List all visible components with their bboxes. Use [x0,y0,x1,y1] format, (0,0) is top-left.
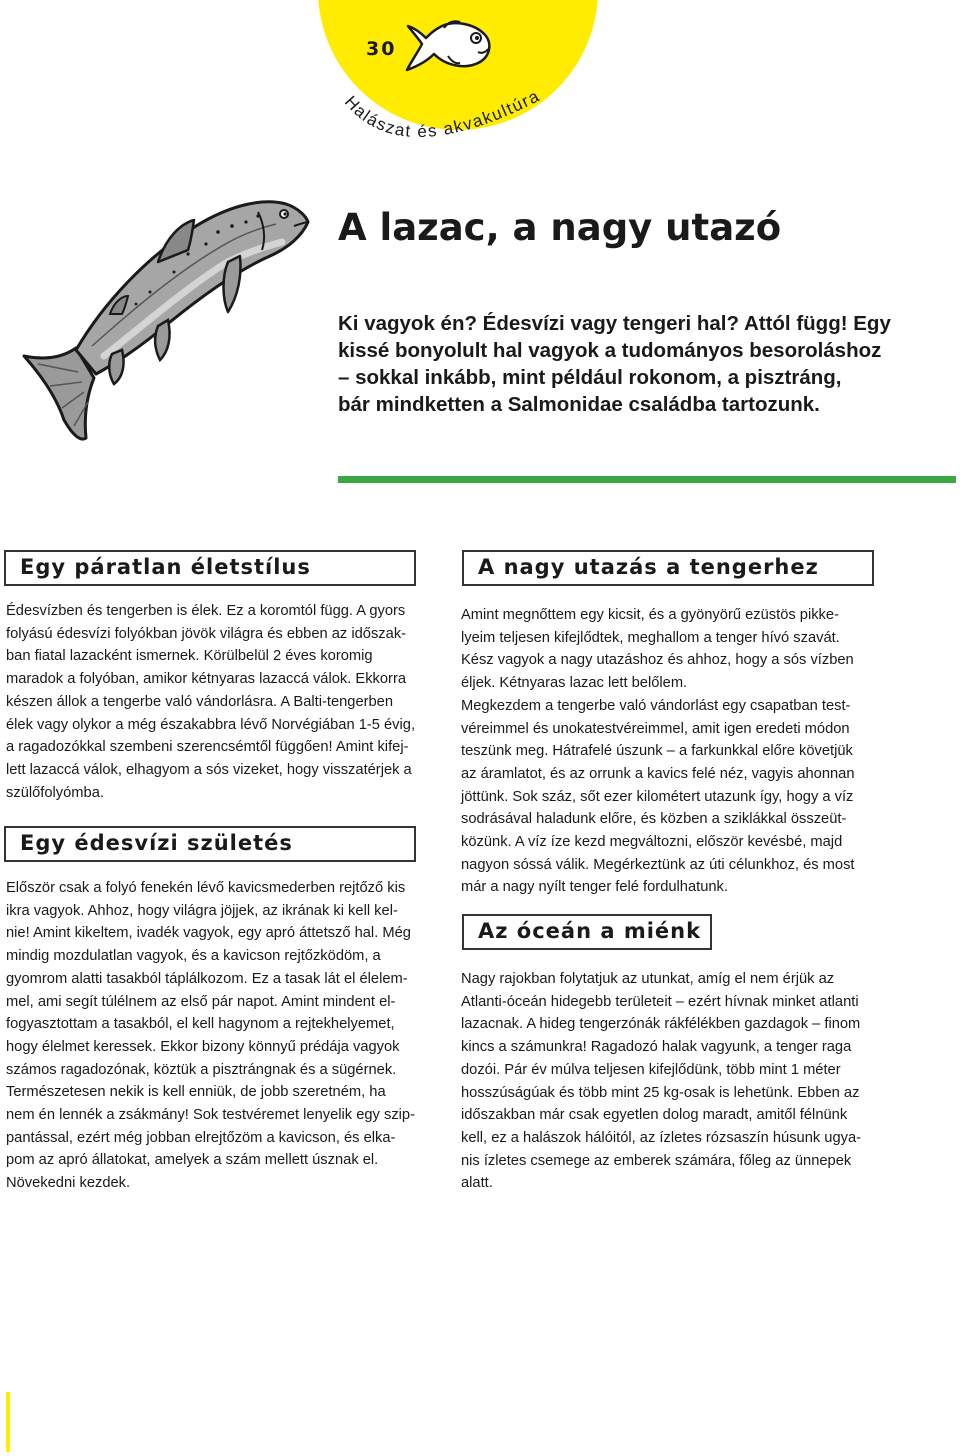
ocean-text [461,968,885,1195]
text-line: közünk. A víz íze kezd megváltozni, először kevésbé, majd [461,834,843,851]
text-line: készen állok a tengerbe való vándorlásra. A Balti-tengerben [6,693,394,710]
text-line: Növekedni kezdek. [6,1175,131,1192]
text-line: fogyasztottam a tasakból, el kell hagynom a rejtekhelyemet, [6,1016,395,1033]
text-line: hosszúságúak és több mint 25 kg-osak is lehetünk. Ebben az [461,1084,860,1101]
intro-line: bár mindketten a Salmonidae családba tartozunk. [338,393,820,416]
text-line: gyomrom alatti tasakból táplálkozom. Ez a tasak lát el élelem- [6,970,408,987]
text-line: teszünk meg. Hátrafelé úszunk – a farkunkkal előre követjük [461,743,853,760]
text-line: Először csak a folyó fenekén lévő kavicsmederben rejtőző kis [6,880,406,896]
salmon-illustration [18,152,328,452]
text-line: Természetesen nekik is kell enniük, de jobb szeretném, ha [6,1084,386,1101]
text-line: Kész vagyok a nagy utazáshoz és ahhoz, hogy a sós vízben [461,652,854,669]
journey-text [461,604,885,899]
section-heading-text: Egy páratlan életstílus [20,555,311,579]
text-line: kincs a számunkra! Ragadozó halak vagyunk, a tenger raga [461,1039,852,1056]
text-line: Amint megnőttem egy kicsit, és a gyönyörű ezüstös pikke- [461,607,839,623]
lifestyle-text [6,600,422,804]
text-line: dozói. Pár év múlva teljesen kifejlődünk, több mint 1 méter [461,1061,841,1078]
text-line: mel, ami segít túlélnem az első pár napot. Amint mindent el- [6,993,396,1010]
text-line: alatt. [461,1175,493,1192]
text-line: hogy élelmet keressek. Ekkor bizony könnyű prédája vagyok [6,1038,400,1055]
text-line: lazacnak. A hideg tengerzónák rákfélékben gazdagok – finom [461,1016,861,1033]
text-line: nis ízletes csemege az emberek számára, főleg az ünnepek [461,1152,852,1169]
text-line: Nagy rajokban folytatjuk az utunkat, amíg el nem érjük az [461,971,835,987]
text-line: az áramlatot, és az orrunk a kavics felé néz, vagyis ahonnan [461,765,855,782]
section-heading-lifestyle [4,550,416,586]
intro-line: Ki vagyok én? Édesvízi vagy tengeri hal? Attól függ! Egy [338,312,891,335]
section-heading-text: Az óceán a miénk [478,919,702,943]
text-line: véreimmel és unokatestvéreimmel, amit igen eredeti módon [461,720,850,737]
birth-text [6,877,422,1195]
text-line: jöttünk. Sok száz, sőt ezer kilométert utazunk így, hogy a víz [461,788,854,805]
text-line: folyású édesvízi folyókban jövök világra és ebben az időszak- [6,625,407,642]
intro-line: kissé bonyolult hal vagyok a tudományos besoroláshoz [338,339,882,362]
text-line: a ragadozókkal szembeni szerencsémtől függően! Amint kifej- [6,739,409,756]
text-line: szülőfolyómba. [6,784,104,801]
section-heading-journey [462,550,874,586]
yellow-side-bar [6,1392,10,1452]
fish-icon [404,16,496,78]
intro-line: – sokkal inkább, mint például rokonom, a pisztráng, [338,366,842,389]
section-heading-ocean [462,914,712,950]
text-line: maradok a folyóban, amikor kétnyaras lazaccá válok. Ekkorra [6,671,407,688]
text-line: Atlanti-óceán hidegebb területeit – ezért hívnak minket atlanti [461,993,859,1010]
text-line: élek vagy olykor a még északabbra lévő Norvégiában 1-5 évig, [6,716,416,733]
text-line: mindig mozdulatlan vagyok, és a kavicson rejtőzködöm, a [6,948,381,965]
text-line: Megkezdem a tengerbe való vándorlást egy csapatban test- [461,697,851,714]
series-title [330,88,560,178]
text-line: nem én lennék a zsákmány! Sok testvéremet lenyelik egy szip- [6,1107,415,1124]
text-line: nie! Amint kikeltem, ivadék vagyok, egy apró áttetsző hal. Még [6,925,411,942]
text-line: lett lazaccá válok, elhagyom a sós vizeket, hogy visszatérjek a [6,761,412,778]
text-line: lyeim teljesen kifejlődtek, meghallom a tenger hívó szavát. [461,629,840,646]
text-line: számos ragadozónak, köztük a pisztrángnak és a sügérnek. [6,1061,397,1078]
text-line: ban fiatal lazacként ismernek. Körülbelül 2 éves koromig [6,648,373,665]
text-line: Édesvízben és tengerben is élek. Ez a koromtól függ. A gyors [6,603,406,619]
section-heading-birth [4,826,416,862]
text-line: pantással, ezért még jobban elrejtőzöm a kavicson, és elka- [6,1129,396,1146]
text-line: már a nagy nyílt tenger felé fordulhatunk. [461,879,728,896]
text-line: kell, ez a halászok hálóitól, az ízletes rózsaszín húsunk ugya- [461,1129,862,1146]
page-number: 30 [366,38,397,60]
text-line: pom az apró állatokat, amelyek a szám mellett úsznak el. [6,1152,379,1169]
section-heading-text: Egy édesvízi születés [20,831,293,855]
text-line: időszakban már csak egyetlen dolog maradt, amitől félnünk [461,1107,848,1124]
text-line: ikra vagyok. Ahhoz, hogy világra jöjjek, az ikrának ki kell kel- [6,902,398,919]
green-divider [338,476,956,483]
text-line: sodrásával haladunk előre, és közben a sziklákkal összeüt- [461,811,847,828]
intro-paragraph [338,310,898,418]
svg-text:Halászat és akvakultúra: Halászat és akvakultúra [340,88,544,142]
article-title: A lazac, a nagy utazó [338,206,782,249]
text-line: nagyon sóssá válik. Megérkeztünk az úti célunkhoz, és most [461,856,855,873]
section-heading-text: A nagy utazás a tengerhez [478,555,819,579]
text-line: éljek. Kétnyaras lazac lett belőlem. [461,675,688,692]
